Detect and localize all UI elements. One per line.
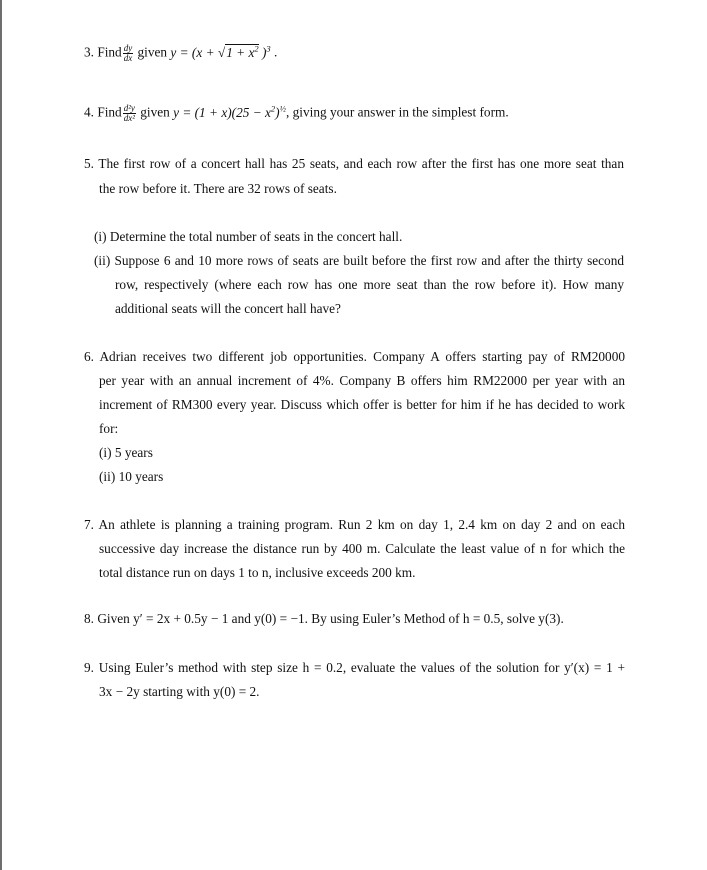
question-number: 3. [84,44,94,60]
question-text-line: total distance run on days 1 to n, inclusive exceeds 200 km. [99,565,416,580]
question-text-line: 3x − 2y starting with y(0) = 2. [99,684,260,699]
sub-question: (i) Determine the total number of seats in the concert hall. [94,229,403,244]
option: (i) 5 years [99,445,153,460]
question-number: 4. [84,104,94,120]
question-3: 3. Find $\frac{dy}{dx}$ given $y = (x + √1 + x^2$ )$^3$ . [84,43,278,63]
question-text-line: successive day increase the distance run by 400 m. Calculate the least value of n for which the [99,541,625,556]
question-text-line: for: [99,421,119,436]
equation: $y = (x + √1 + x^2$ )$^3$ [170,43,271,60]
second-derivative-fraction: $\frac{\text{d²y}}{\text{dx²}}$ [123,103,135,123]
question-text-line: 9. Using Euler’s method with step size h = 0.2, evaluate the values of the solution for y′(x) = 1 + [84,660,626,675]
find-label: Find [97,44,122,60]
question-text-line: 7. An athlete is planning a training program. Run 2 km on day 1, 2.4 km on day 2 and on each [84,517,625,532]
find-label: Find [97,104,122,120]
question-number: 8. [84,611,94,626]
option: (ii) 10 years [99,469,164,484]
question-text-line: increment of RM300 every year. Discuss which offer is better for him if he has decided to work [99,397,625,412]
question-text-line: per year with an annual increment of 4%. Company B offers him RM22000 per year with an [99,373,625,388]
sub-question-line: additional seats will the concert hall have? [115,301,341,316]
sub-question: (ii) Suppose 6 and 10 more rows of seats are built before the first row and after the thirty second [94,253,624,268]
question-text-line: 6. Adrian receives two different job opportunities. Company A offers starting pay of RM20000 [84,349,625,364]
question-4: 4. Find $\frac{\text{d²y}}{\text{dx²}}$ given $y = (1 + x)(25 - x^2)^{\frac{1}{2}}$, giving your answer in the simplest form. [84,103,509,123]
derivative-fraction: $\frac{dy}{dx}$ [123,43,133,63]
question-8 [84,611,564,627]
equation: $y = (1 + x)(25 - x^2)^{\frac{1}{2}}$ [173,103,286,120]
question-text-line: 5. The first row of a concert hall has 25 seats, and each row after the first has one more seat than [84,156,624,171]
sub-question-line: row, respectively (where each row has one more seat than the row before it). How many [115,277,624,292]
question-text: Given y′ = 2x + 0.5y − 1 and y(0) = −1. By using Euler’s Method of h = 0.5, solve y(3). [97,611,564,626]
question-text-line: the row before it. There are 32 rows of seats. [99,181,337,196]
